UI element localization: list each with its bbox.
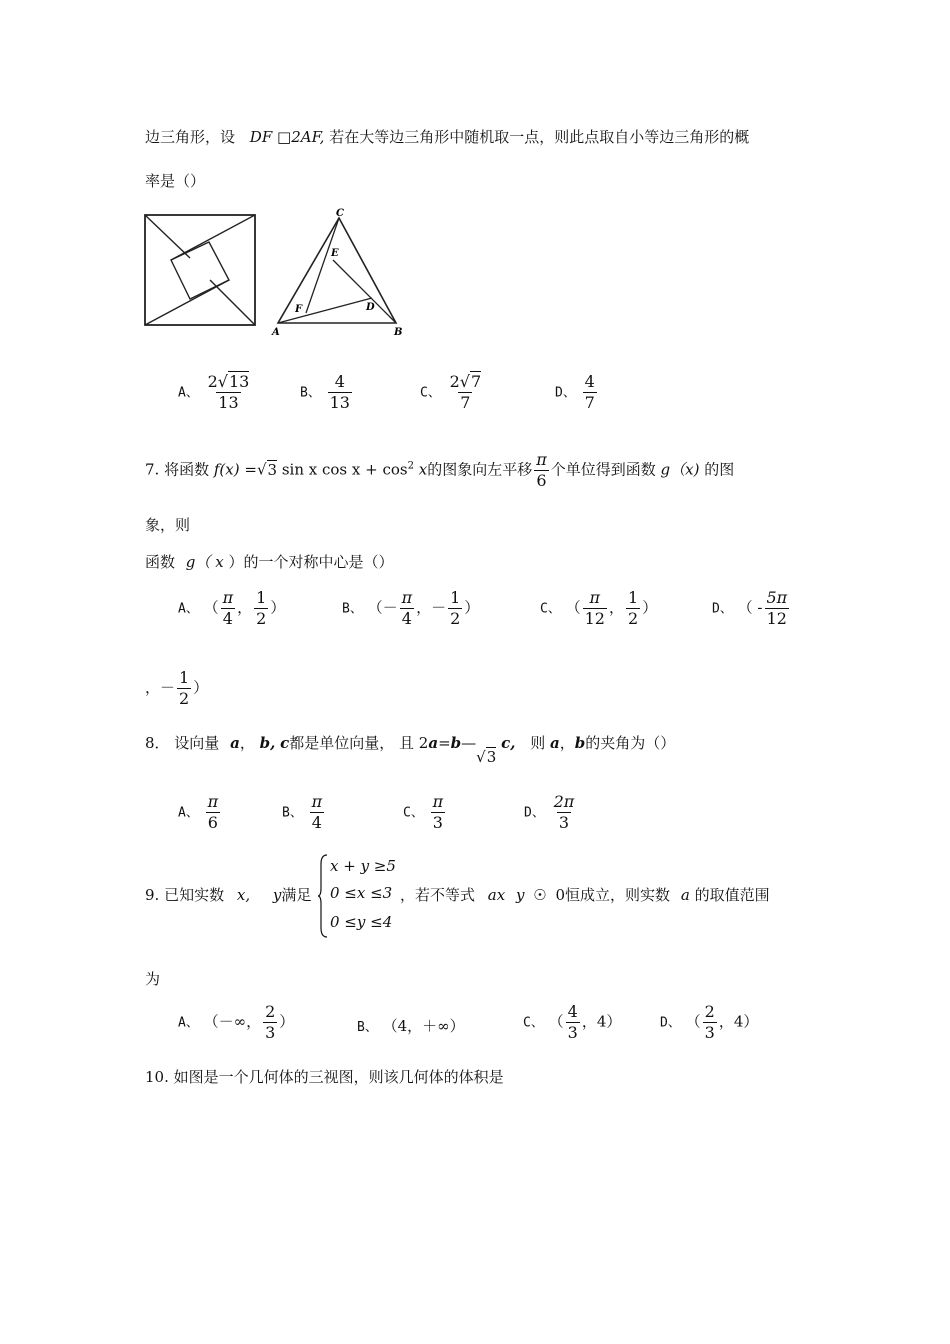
q7-line3: 函数 g（ x ）的一个对称中心是（） bbox=[145, 553, 394, 571]
label-A: A bbox=[272, 327, 280, 338]
q7-option-d[interactable]: D、 （ - $\frac{5\pi}{12}$ bbox=[712, 588, 788, 628]
q9-line1-right: ，若不等式 ax y ☉ 0恒成立，则实数 a 的取值范围 bbox=[400, 886, 770, 904]
q6-option-a[interactable]: A、 $\frac{2√13}{13}$ bbox=[178, 372, 250, 412]
q10-line: 10. 如图是一个几何体的三视图，则该几何体的体积是 bbox=[145, 1068, 504, 1086]
q7-option-a[interactable]: A、 （ $\frac{\pi}{4}$ ， $\frac{1}{2}$ ） bbox=[178, 588, 286, 628]
label-C: C bbox=[336, 208, 344, 219]
q7-option-d-cont: ，－ $\frac{1}{2}$ ） bbox=[145, 668, 209, 708]
label-B: B bbox=[394, 327, 403, 338]
q7-line2: 象，则 bbox=[145, 516, 191, 534]
q9-line2: 为 bbox=[145, 970, 161, 988]
q9-system-row2: 0 ≤x ≤3 bbox=[330, 884, 393, 902]
q9-option-d[interactable]: D、 （ $\frac{2}{3}$ ，4） bbox=[660, 1002, 759, 1042]
triangle-figure bbox=[268, 205, 408, 340]
label-E: E bbox=[331, 248, 339, 259]
q9-option-a[interactable]: A、 （－∞， $\frac{2}{3}$ ） bbox=[178, 1002, 295, 1042]
q8-line: 8． 设向量 a， b, c都是单位向量， 且 2a=b—√3 c, 则 a，b的夹角为（） bbox=[145, 734, 676, 766]
q9-option-b[interactable]: B、 （4，＋∞） bbox=[357, 1017, 465, 1035]
q8-option-b[interactable]: B、 $\frac{\pi}{4}$ bbox=[282, 792, 323, 832]
q9-system-row1: x + y ≥5 bbox=[330, 857, 396, 875]
q6-option-b[interactable]: B、 $\frac{4}{13}$ bbox=[300, 372, 350, 412]
q6-line1: 边三角形，设 DF □2AF, 若在大等边三角形中随机取一点，则此点取自小等边三角形的概 bbox=[145, 128, 750, 146]
q8-option-d[interactable]: D、 $\frac{2\pi}{3}$ bbox=[524, 792, 575, 832]
q9-line1-left: 9. 已知实数 x, y满足 bbox=[145, 886, 312, 904]
system-brace bbox=[318, 854, 328, 938]
q7-option-c[interactable]: C、 （ $\frac{\pi}{12}$ ， $\frac{1}{2}$ ） bbox=[540, 588, 658, 628]
q8-option-a[interactable]: A、 $\frac{\pi}{6}$ bbox=[178, 792, 219, 832]
q9-option-c[interactable]: C、 （ $\frac{4}{3}$ ，4） bbox=[523, 1002, 622, 1042]
q6-option-c[interactable]: C、 $\frac{2√7}{7}$ bbox=[420, 372, 482, 412]
label-F: F bbox=[295, 304, 303, 315]
q8-option-c[interactable]: C、 $\frac{\pi}{3}$ bbox=[403, 792, 444, 832]
label-D: D bbox=[366, 302, 375, 313]
q9-system-row3: 0 ≤y ≤4 bbox=[330, 913, 393, 931]
q7-line1: 7. 将函数 f(x) =√3 sin x $\cos x + \cos^2 x$的图象向左平移 $\frac{\pi}{6}$ 个单位得到函数 g（x) 的图 bbox=[145, 450, 735, 490]
square-figure bbox=[143, 213, 258, 328]
q6-line2: 率是（） bbox=[145, 172, 206, 190]
odot-icon: ☉ bbox=[533, 886, 547, 904]
q7-option-b[interactable]: B、 （－ $\frac{\pi}{4}$ ，－ $\frac{1}{2}$ ） bbox=[342, 588, 480, 628]
q6-option-d[interactable]: D、 $\frac{4}{7}$ bbox=[555, 372, 595, 412]
